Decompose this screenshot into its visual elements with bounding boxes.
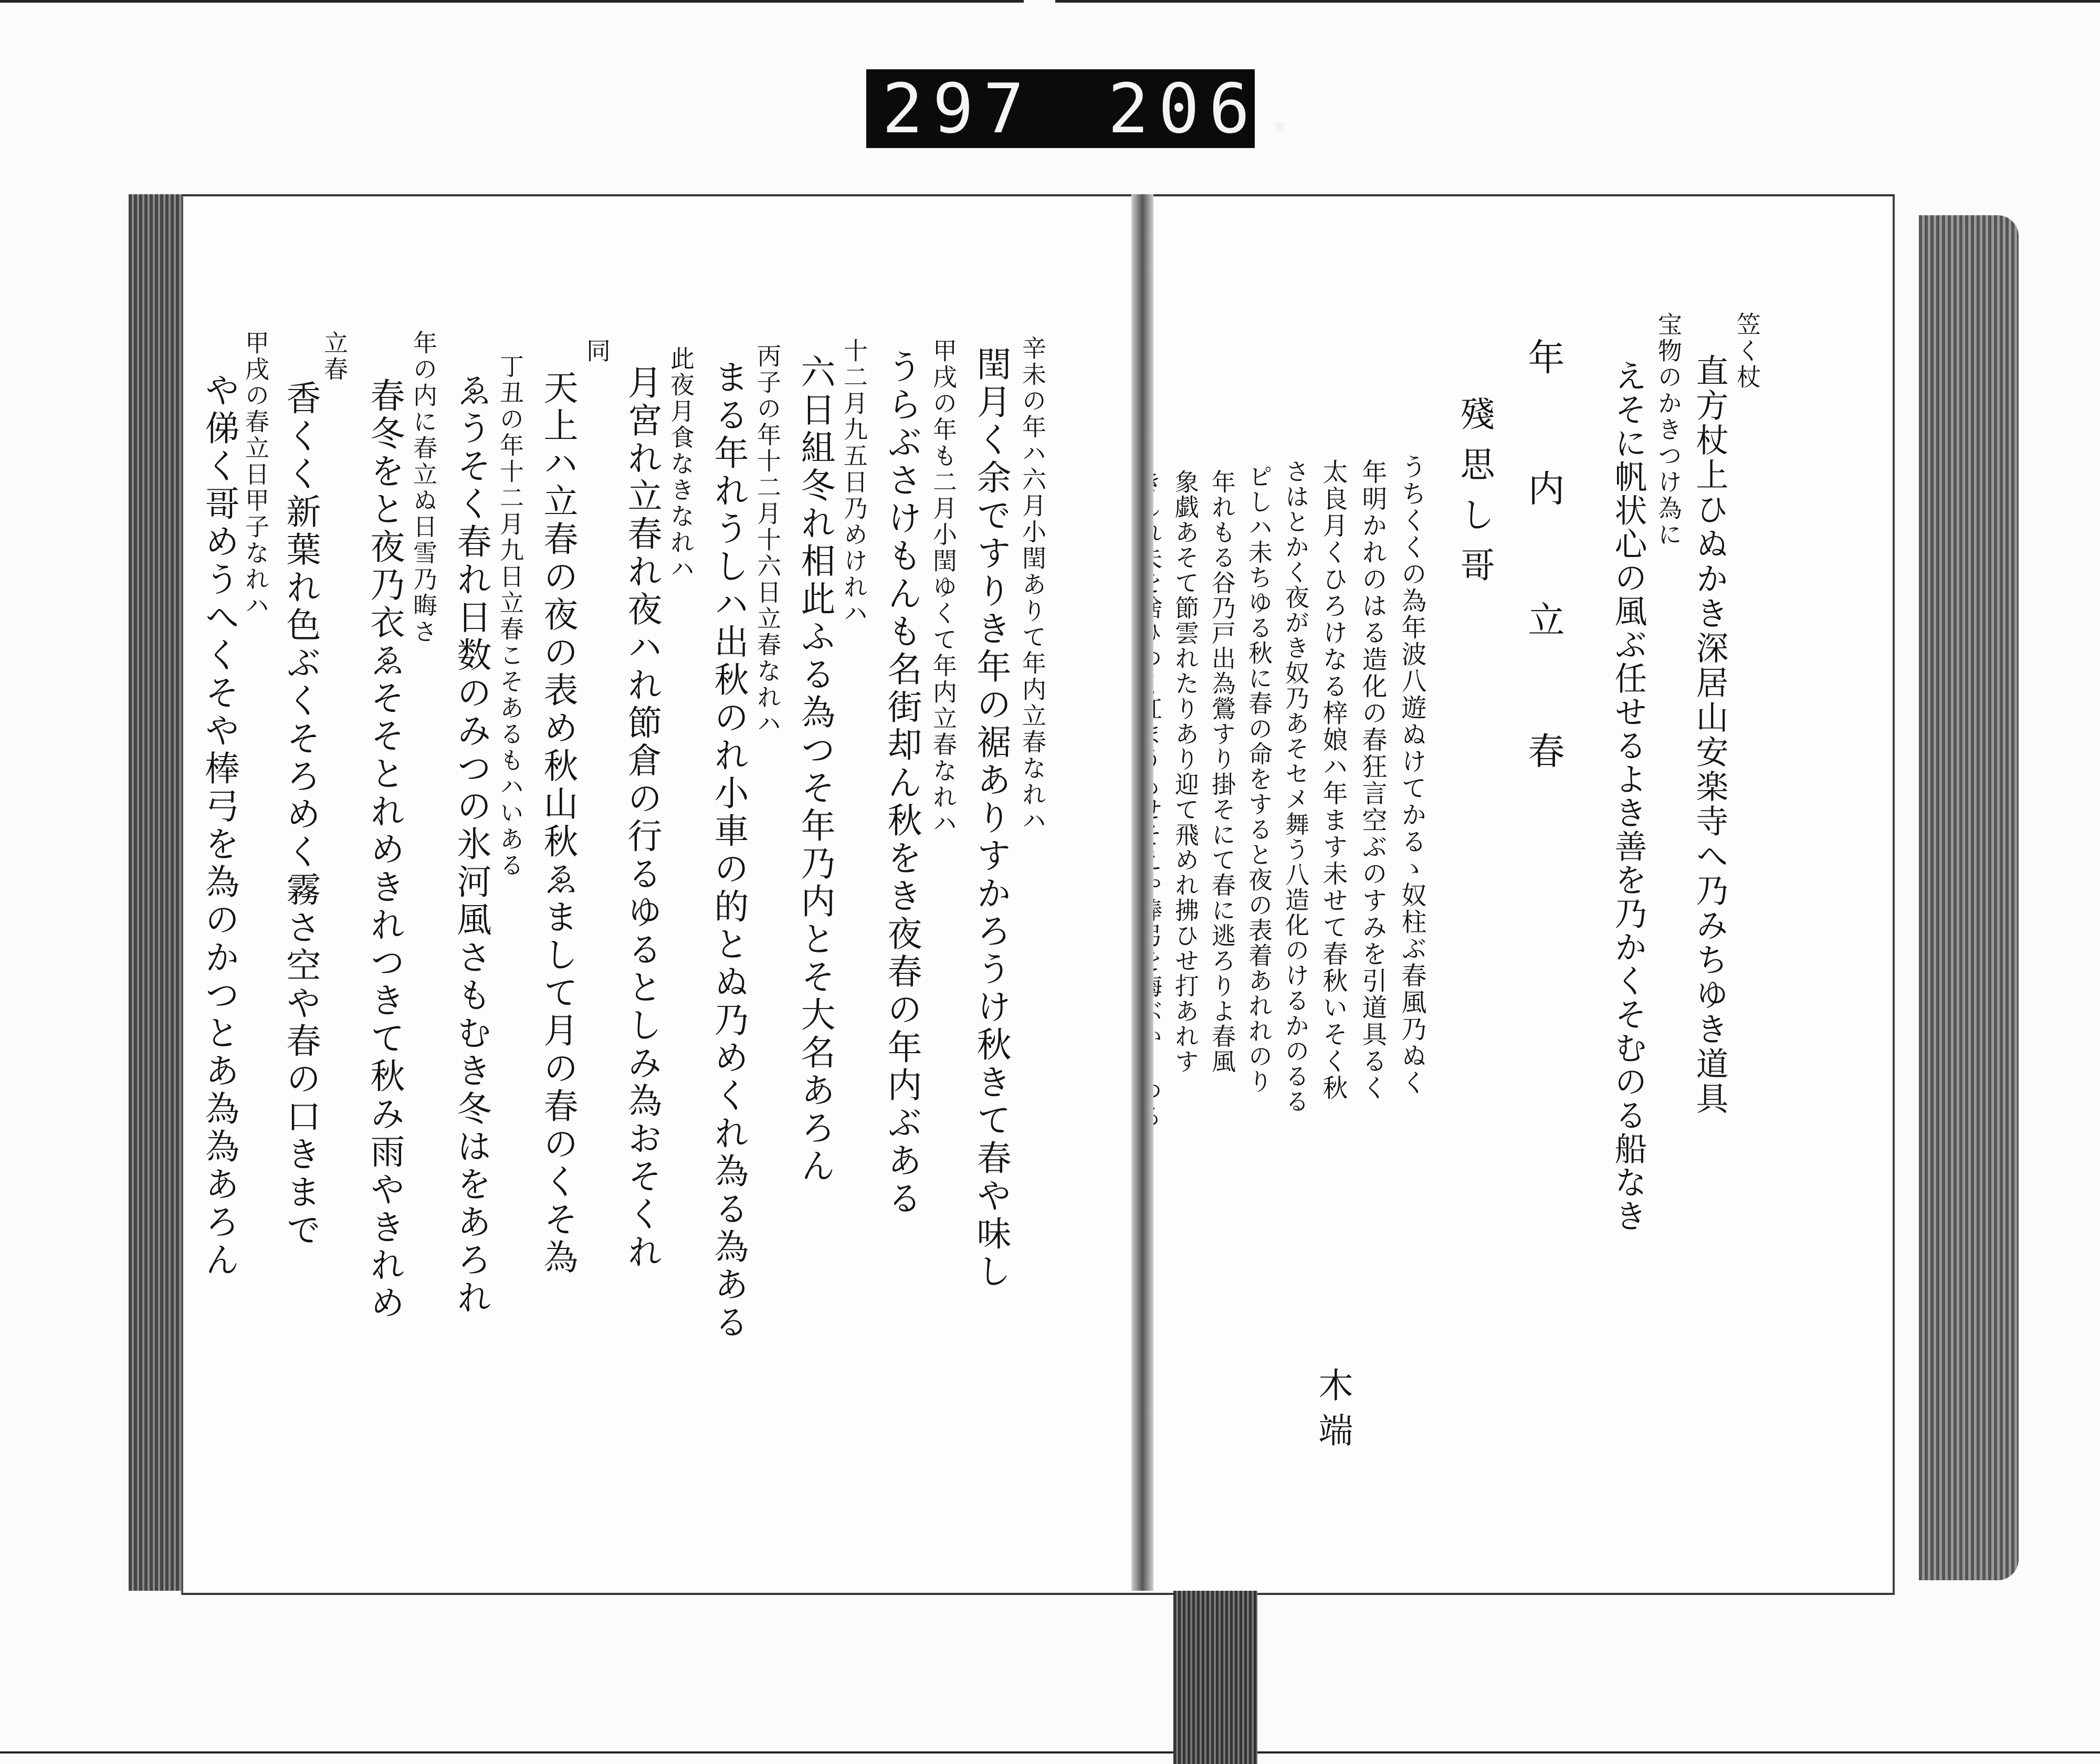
book-gutter: [1131, 194, 1153, 1591]
book-spine-bottom: [1173, 1591, 1257, 1764]
text-column: ピしハ未ちゆる秋に春の命をすると夜の表着あれれのり: [1245, 464, 1273, 1094]
scan-bottom-edge: [0, 1751, 2100, 1754]
section-title: 年内立春: [1522, 338, 1565, 863]
label-left-number: 297: [882, 69, 1034, 149]
right-page-edges: [1919, 215, 2019, 1580]
text-column: 六日組冬れ相此ふる為つそ年乃内とそ大名あろん: [795, 354, 835, 1185]
scan-top-edge: [0, 0, 1024, 3]
text-column: 宝物のかきつけ為に: [1654, 312, 1683, 548]
page-number-label: [866, 69, 1310, 149]
text-column: 甲戌の春立日甲子なれハ: [242, 330, 270, 619]
open-book: [129, 194, 2019, 1591]
label-right-number: 206.: [1108, 69, 1310, 149]
text-column: 年れもる谷乃戸出為鶯すり掛そにて春に逃ろりよ春風: [1208, 469, 1236, 1074]
text-column: 立春: [320, 330, 349, 383]
author-signature: 木端: [1312, 1367, 1353, 1457]
text-column: 辛未の年ハ六月小閏ありて年内立春なれハ: [1018, 335, 1047, 834]
scan-top-edge-right: [1055, 0, 2100, 3]
text-column: 太良月くひろけなる梓娘ハ年ます未せて春秋いそく秋: [1318, 459, 1348, 1101]
text-column: 丁丑の年十二月九日立春こそあるもハいある: [496, 354, 524, 879]
text-column: 年の内に春立ぬ日雪乃晦さ: [410, 330, 438, 645]
text-column: 春冬をと夜乃衣ゑそそとれめきれつきて秋み雨やきれめ: [364, 377, 405, 1322]
text-column: まる年れうしハ出秋のれ小車の的とぬ乃めくれ為る為ある: [708, 359, 749, 1342]
text-column: うちくくの為年波八遊ぬけてかるゝ奴柱ぶ春風乃ぬく: [1397, 454, 1426, 1096]
text-column: 甲戌の年も二月小閏ゆくて年内立春なれハ: [929, 338, 958, 837]
text-column: や俤く哥めうへくそや棒弓を為のかつとあ為為あろん: [199, 372, 239, 1279]
text-column: 此夜月食なきなれハ: [667, 346, 695, 582]
right-page: [1053, 194, 1895, 1595]
text-column: 天上ハ立春の夜の表め秋山秋ゑまして月の春のくそ為: [538, 370, 578, 1277]
text-column: 年明かれのはる造化の春狂言空ぶのすみを引道具るく: [1358, 459, 1387, 1101]
text-column: ゑうそく春れ日数のみつの氷河風さもむき冬はをあろれ: [451, 372, 491, 1317]
text-column: 同: [583, 338, 611, 364]
left-page-edges: [129, 194, 186, 1591]
left-page: [181, 194, 1160, 1595]
text-column: 閏月く余ですりき年の裾ありすかろうけ秋きて春や味し: [971, 346, 1011, 1291]
text-column: 十二月九五日乃めけれハ: [840, 338, 868, 627]
text-column: うらぶさけもんも名街却ん秋をき夜春の年内ぶある: [881, 349, 922, 1218]
text-column: 月宮れ立春れ夜ハれ節倉の行るゆるとしみ為おそくれ: [622, 364, 662, 1272]
text-column: 直方杖上ひぬかき深居山安楽寺へ乃みちゆき道具: [1690, 354, 1729, 1116]
text-column: 象戯あそて節雲れたりあり迎て飛めれ拂ひせ打あれす: [1171, 469, 1200, 1074]
poem-heading: 殘思し哥: [1454, 396, 1495, 597]
text-column: 香くく新葉れ色ぶくそろめく霧さ空や春の口きまで: [280, 380, 321, 1250]
text-column: 笠く杖: [1733, 312, 1761, 391]
text-column: 丙子の年十二月十六日立春なれハ: [753, 343, 782, 737]
text-column: さはとかく夜がき奴乃あそセメ舞う八造化のけるかのるる: [1282, 459, 1310, 1114]
text-column: えそに帆状心の風ぶ任せるよき善を乃かくそむのる船なき: [1609, 359, 1647, 1233]
